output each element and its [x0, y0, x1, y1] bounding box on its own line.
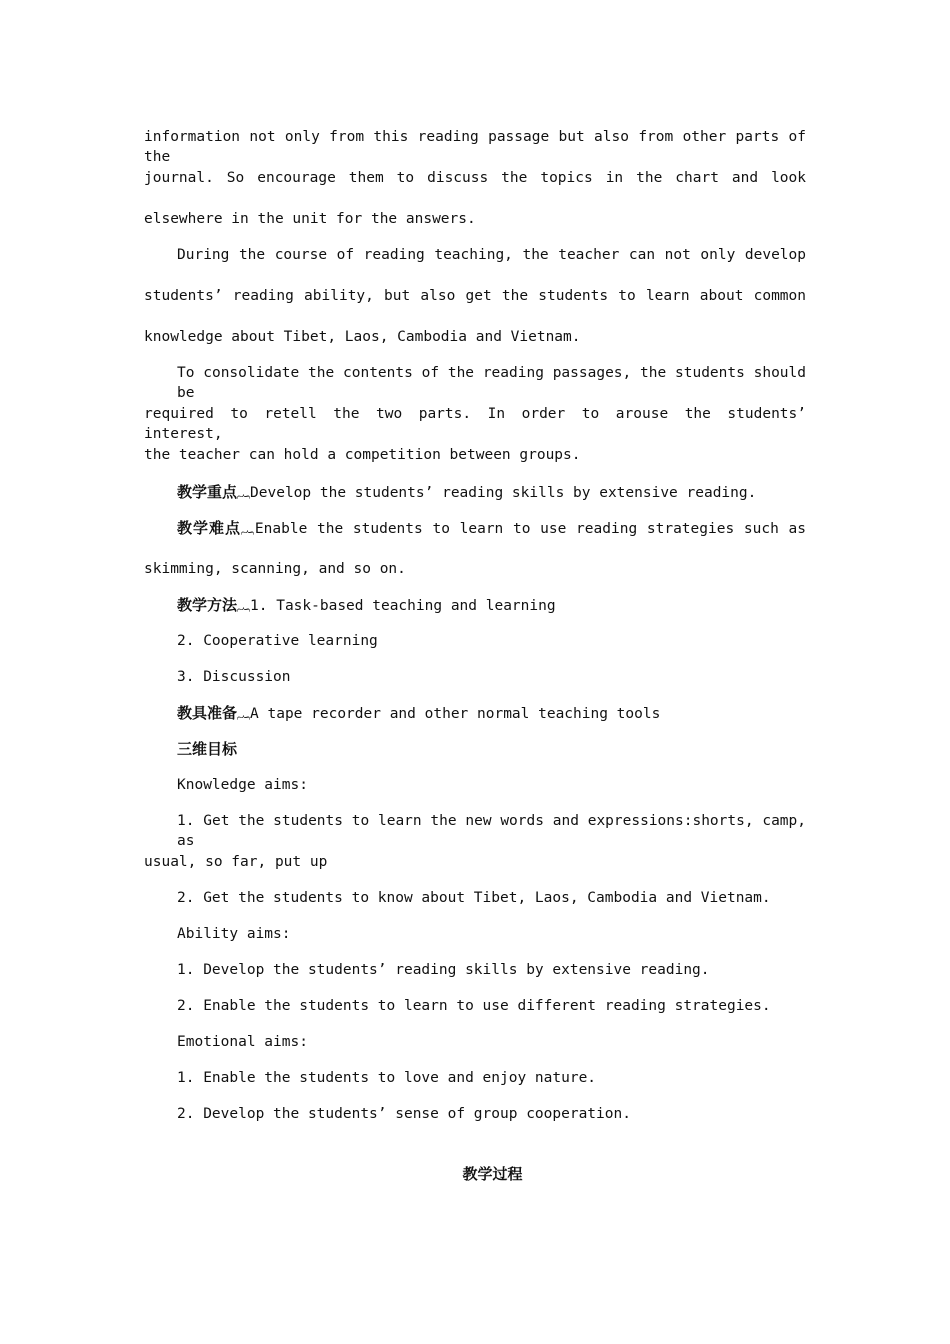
- paragraph-line: information not only from this reading passage but also from other parts of the: [144, 129, 806, 165]
- teaching-tools: [177, 703, 806, 725]
- paragraph-line: required to retell the two parts. In order to arouse the students’ interest,: [144, 406, 806, 442]
- paragraph-line: journal. So encourage them to discuss the topics in the chart and look: [144, 170, 806, 186]
- knowledge-aims-title: Knowledge aims:: [177, 777, 308, 793]
- paragraph-line: To consolidate the contents of the reading passages, the students should be: [177, 365, 806, 401]
- paragraph-line: During the course of reading teaching, the teacher can not only develop: [177, 247, 806, 263]
- paragraph-line: elsewhere in the unit for the answers.: [144, 211, 476, 227]
- method-item: 3. Discussion: [177, 669, 291, 685]
- objectives-title: 三维目标: [177, 740, 238, 758]
- paragraph-line: students’ reading ability, but also get the students to learn about common: [144, 288, 806, 304]
- difficult-points-text: Enable the students to learn to use reading strategies such as: [254, 521, 806, 537]
- methods-label: 教学方法: [177, 596, 238, 614]
- difficult-points-label: 教学难点: [177, 519, 241, 537]
- separator-mark: ︷: [237, 707, 251, 722]
- emotional-aim: 1. Enable the students to love and enjoy nature.: [177, 1070, 597, 1086]
- knowledge-aim-continuation: usual, so far, put up: [144, 854, 328, 870]
- difficult-points-continuation: skimming, scanning, and so on.: [144, 561, 406, 577]
- ability-aim: 1. Develop the students’ reading skills by extensive reading.: [177, 962, 710, 978]
- ability-aim: 2. Enable the students to learn to use different reading strategies.: [177, 998, 771, 1014]
- knowledge-aim: 1. Get the students to learn the new words and expressions:shorts, camp, as: [177, 813, 806, 849]
- paragraph-line: the teacher can hold a competition between groups.: [144, 447, 581, 463]
- key-points-text: Develop the students’ reading skills by extensive reading.: [250, 485, 757, 501]
- method-item: 1. Task-based teaching and learning: [250, 598, 556, 614]
- teaching-tools-text: A tape recorder and other normal teaching tools: [250, 706, 661, 722]
- paragraph-line: knowledge about Tibet, Laos, Cambodia and Vietnam.: [144, 329, 581, 345]
- separator-mark: ︷: [240, 522, 255, 537]
- ability-aims-title: Ability aims:: [177, 926, 291, 942]
- methods: [177, 595, 806, 617]
- key-points-label: 教学重点: [177, 483, 238, 501]
- teaching-tools-label: 教具准备: [177, 704, 238, 722]
- emotional-aims-title: Emotional aims:: [177, 1034, 308, 1050]
- separator-mark: ︷: [237, 599, 251, 614]
- knowledge-aim: 2. Get the students to know about Tibet, Laos, Cambodia and Vietnam.: [177, 890, 771, 906]
- emotional-aim: 2. Develop the students’ sense of group cooperation.: [177, 1106, 631, 1122]
- section-heading: 教学过程: [462, 1165, 523, 1183]
- key-points: [177, 482, 806, 504]
- separator-mark: ︷: [237, 486, 251, 501]
- difficult-points: [177, 518, 806, 540]
- method-item: 2. Cooperative learning: [177, 633, 378, 649]
